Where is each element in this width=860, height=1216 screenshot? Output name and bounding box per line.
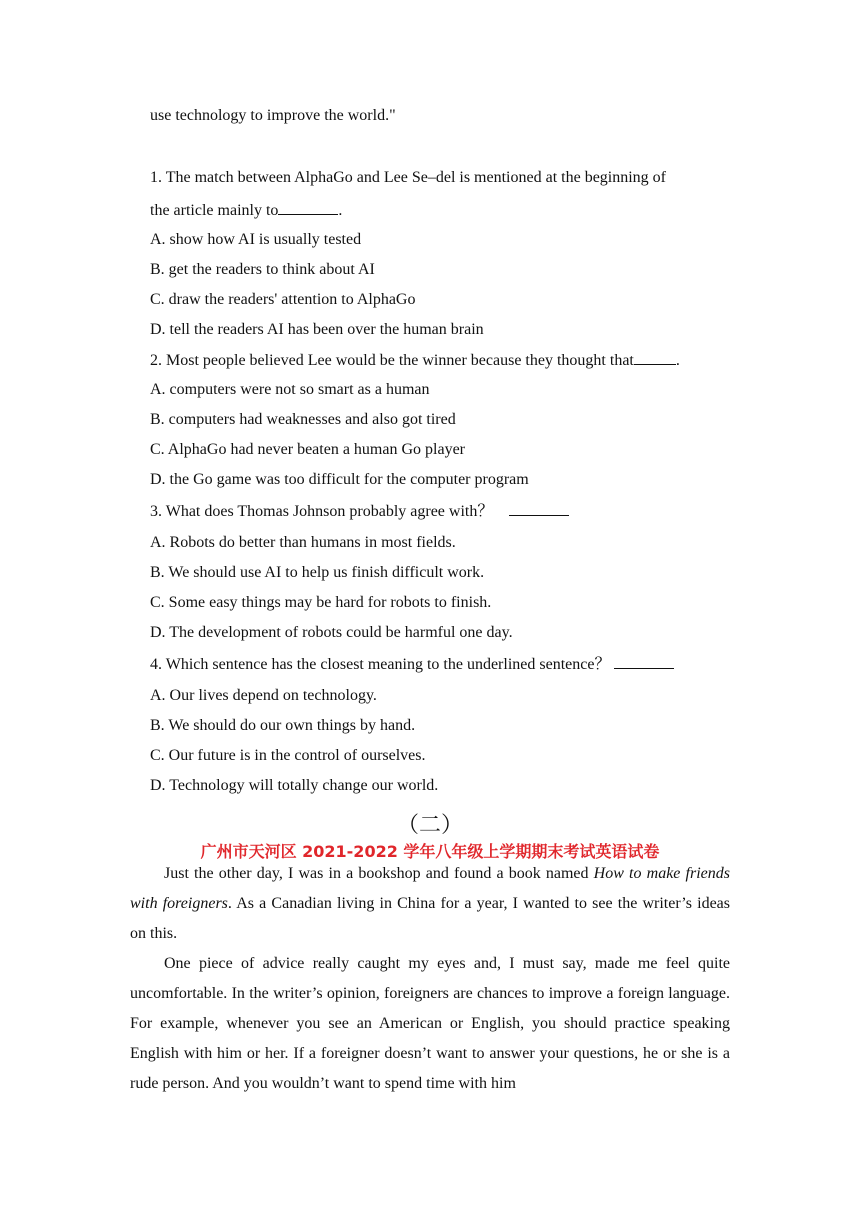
question-4-option-c: C. Our future is in the control of ourselves.	[150, 747, 426, 764]
question-4-option-a: A. Our lives depend on technology.	[150, 687, 377, 704]
passage-paragraph-2	[130, 949, 730, 1099]
question-1-stem-text: the article mainly to	[150, 202, 279, 219]
question-1-stem-line1: 1. The match between AlphaGo and Lee Se–del is mentioned at the beginning of	[150, 169, 667, 186]
question-4-option-d: D. Technology will totally change our world.	[150, 777, 439, 794]
question-3-option-c: C. Some easy things may be hard for robots to finish.	[150, 594, 492, 611]
question-2-option-b: B. computers had weaknesses and also got tired	[150, 411, 456, 428]
question-1-option-d: D. tell the readers AI has been over the human brain	[150, 321, 484, 338]
paragraph-1-text-start: Just the other day, I was in a bookshop and found a book named	[164, 865, 594, 882]
book-title: How to make friends with foreigners	[130, 865, 731, 912]
question-3-option-d: D. The development of robots could be harmful one day.	[150, 624, 513, 641]
question-2-option-d: D. the Go game was too difficult for the computer program	[150, 471, 529, 488]
question-2-stem-text: 2. Most people believed Lee would be the winner because they thought that	[150, 352, 634, 369]
answer-blank-1[interactable]	[278, 200, 338, 215]
question-1-option-b: B. get the readers to think about AI	[150, 261, 375, 278]
question-4-stem-text: 4. Which sentence has the closest meaning to the underlined sentence？	[150, 656, 611, 673]
question-4-option-b: B. We should do our own things by hand.	[150, 717, 416, 734]
question-1-option-c: C. draw the readers' attention to AlphaGo	[150, 291, 416, 308]
passage-paragraph-1	[130, 859, 730, 949]
question-1-option-a: A. show how AI is usually tested	[150, 231, 362, 248]
question-3-stem-text: 3. What does Thomas Johnson probably agree with？	[150, 503, 494, 520]
question-3-option-b: B. We should use AI to help us finish difficult work.	[150, 564, 485, 581]
question-2-option-a: A. computers were not so smart as a human	[150, 381, 430, 398]
answer-blank-2[interactable]	[634, 350, 676, 365]
question-3-option-a: A. Robots do better than humans in most fields.	[150, 534, 456, 551]
paragraph-2-text: One piece of advice really caught my eyes and, I must say, made me feel quite uncomfortable. In the writer’s opinion, foreigners are chances to improve a foreign language. For example, whenever you see an American or English, you should practice speaking English with him or her. If a foreigner doesn’t want to answer your questions, he or she is a rude person. And you wouldn’t want to spend time with him	[130, 955, 730, 1092]
section-number: （二）	[396, 812, 463, 837]
answer-blank-4[interactable]	[614, 654, 674, 669]
passage-continuation: use technology to improve the world."	[150, 107, 396, 124]
question-1-stem-end: .	[338, 202, 343, 219]
question-4-stem	[150, 654, 674, 675]
answer-blank-3[interactable]	[509, 501, 569, 516]
paragraph-1-text-end: . As a Canadian living in China for a year, I wanted to see the writer’s ideas on this.	[130, 895, 730, 942]
question-1-stem-line2	[150, 200, 342, 221]
question-2-stem-end: .	[675, 352, 680, 369]
question-2-option-c: C. AlphaGo had never beaten a human Go player	[150, 441, 466, 458]
question-3-stem	[150, 501, 569, 522]
question-2-stem	[150, 350, 680, 371]
section-source-title: 广州市天河区 2021-2022 学年八年级上学期期末考试英语试卷	[200, 842, 660, 861]
